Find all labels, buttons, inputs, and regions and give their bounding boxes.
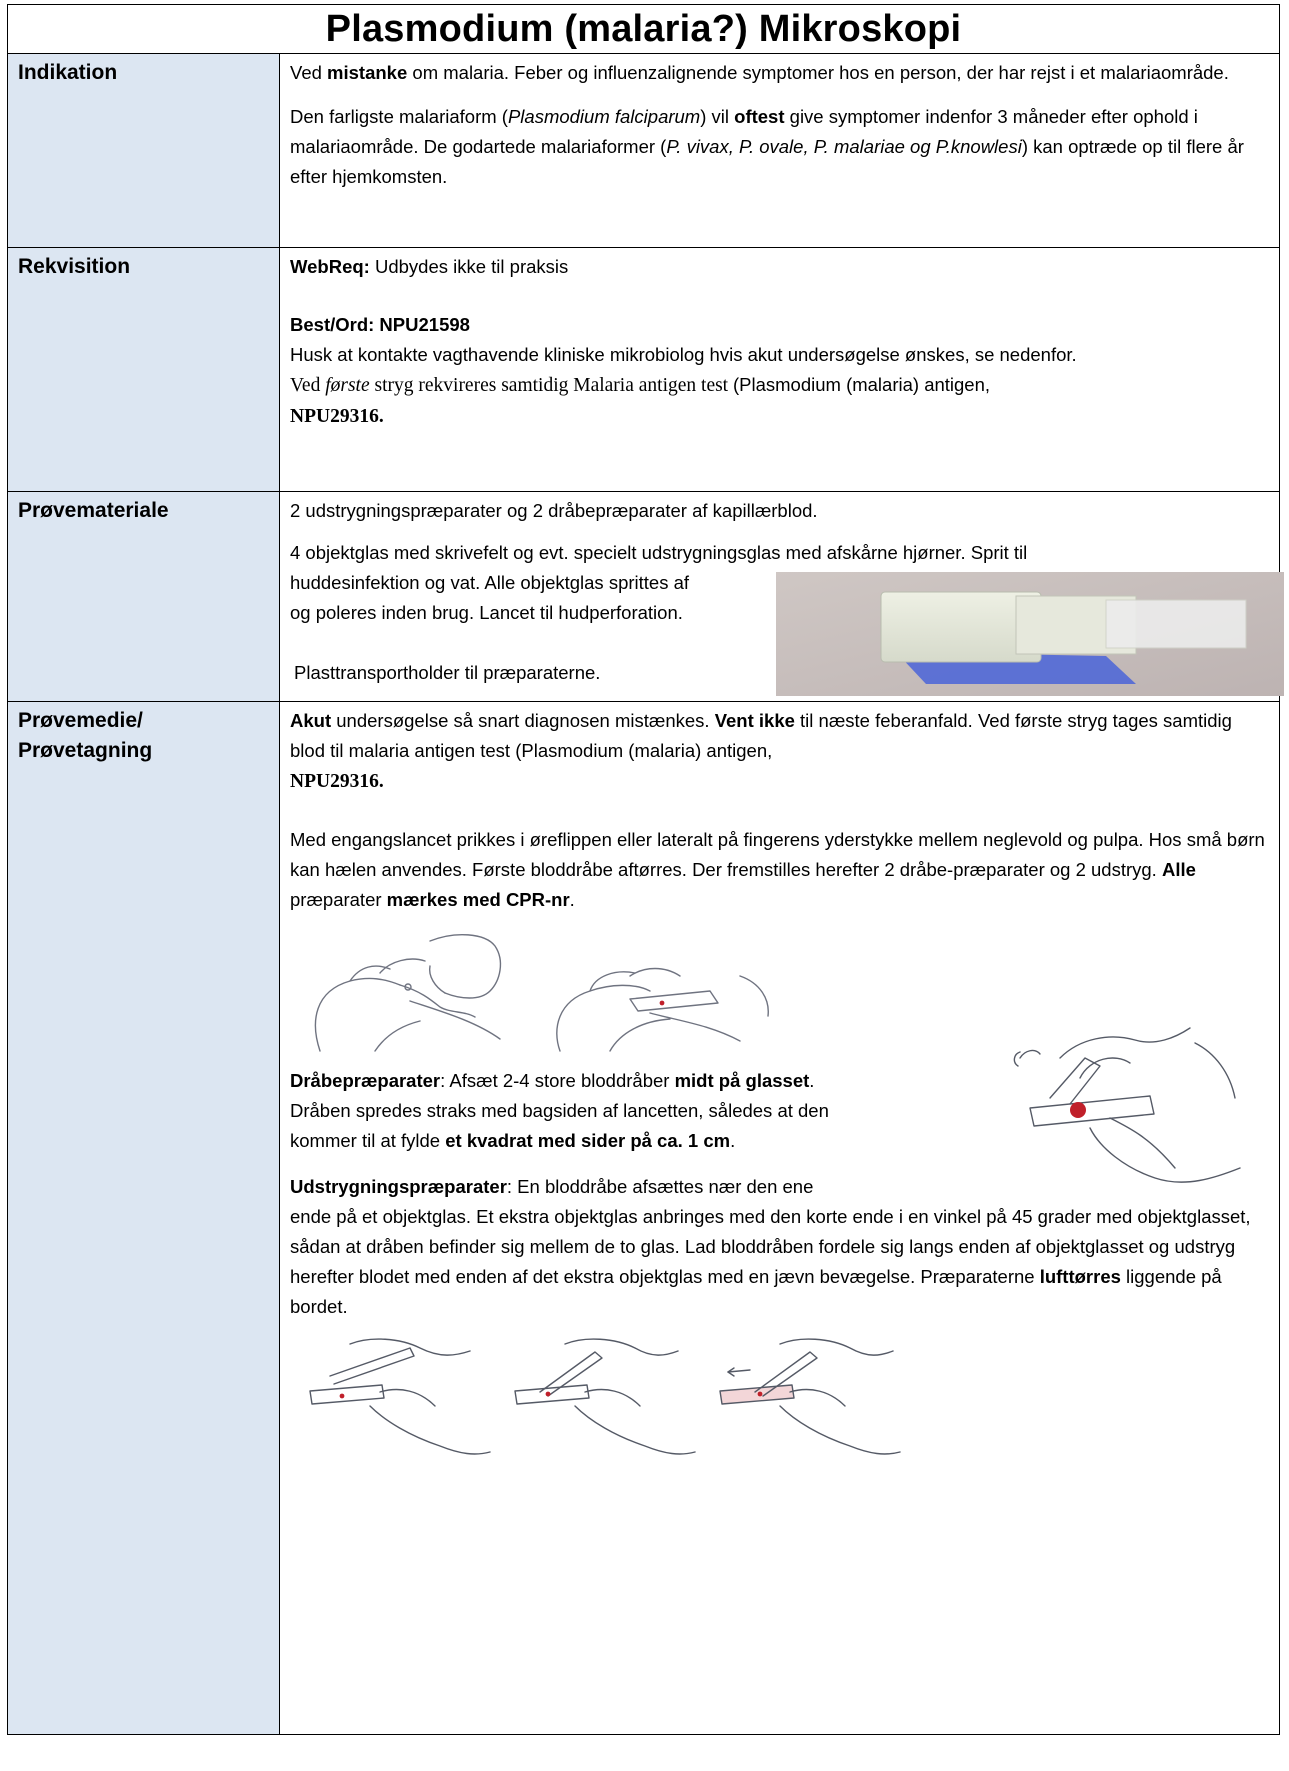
text-bold: et kvadrat med sider på ca. 1 cm xyxy=(445,1130,731,1151)
spacer xyxy=(290,526,1269,538)
label-indikation: Indikation xyxy=(8,54,280,247)
text: Den farligste malariaform ( xyxy=(290,106,508,127)
label-rekvisition: Rekvisition xyxy=(8,248,280,491)
npu-line xyxy=(290,401,1269,432)
drop-slide-illustration xyxy=(940,1018,1270,1198)
text-bold: Vent ikke xyxy=(714,710,795,731)
label-provemateriale: Prøvemateriale xyxy=(8,492,280,701)
text: om malaria. Feber og influenzalignende symptomer hos en person, der har rejst i et malariaområde. xyxy=(407,62,1229,83)
row-provemateriale xyxy=(8,492,1279,702)
indikation-paragraph-2 xyxy=(290,102,1269,192)
text: til næste feberanfald. Ved første stryg tages samtidig blod til malaria antigen test (Plasmodium (malaria) antigen, xyxy=(290,710,1232,761)
smear-drawing xyxy=(290,1336,910,1476)
text-bold: Best/Ord: NPU21598 xyxy=(290,314,470,335)
text: undersøgelse så snart diagnosen mistænkes. xyxy=(331,710,715,731)
text-bold: NPU29316. xyxy=(290,771,384,792)
content-provemedie xyxy=(280,702,1279,1734)
text: kommer til at fylde xyxy=(290,1130,446,1151)
text: liggende på bordet. xyxy=(290,1266,1222,1317)
text: stryg rekvireres samtidig Malaria antigen test xyxy=(369,375,733,396)
text-bold: mærkes med CPR-nr xyxy=(386,889,570,910)
text-bold: NPU29316. xyxy=(290,406,384,427)
provemedie-paragraph-2 xyxy=(290,825,1269,915)
indikation-paragraph-1 xyxy=(290,58,1269,88)
text-bold: mistanke xyxy=(327,62,408,83)
text-bold: Alle xyxy=(1161,859,1196,880)
ved-line xyxy=(290,370,1269,401)
text-bold: oftest xyxy=(734,106,785,127)
label-provemedie xyxy=(8,702,280,1734)
text-bold: midt på glasset xyxy=(674,1070,810,1091)
transport-holder-photo xyxy=(776,572,1284,696)
text: præparater xyxy=(290,889,387,910)
smear-illustrations xyxy=(290,1336,1269,1476)
drabe-line-1 xyxy=(290,1066,950,1096)
text: : En bloddråbe afsættes nær den ene xyxy=(506,1176,814,1197)
text: ) vil xyxy=(700,106,735,127)
text: Ved xyxy=(290,375,326,396)
content-provemateriale xyxy=(280,492,1279,701)
spacer xyxy=(290,282,1269,310)
drabe-line-2: Dråben spredes straks med bagsiden af lancetten, således at den xyxy=(290,1100,829,1121)
text-italic: første xyxy=(325,375,370,396)
text: give symptomer indenfor 3 måneder efter ophold i malariaområde. De godartede malariaformer ( xyxy=(290,106,1198,157)
spacer xyxy=(290,88,1269,102)
label-line-1: Prøvemedie/ xyxy=(18,709,143,732)
text: Med engangslancet prikkes i øreflippen eller lateralt på fingerens yderstykke mellem neglevold og pulpa. Hos små børn kan hælen anvendes. Første bloddråbe aftørres. Der fremstilles herefter 2 dråbe-præparater og 2 udstryg. xyxy=(290,829,1265,880)
text: . xyxy=(569,889,575,910)
text: Ved xyxy=(290,62,328,83)
finger-prick-drawing xyxy=(290,921,790,1056)
content-indikation xyxy=(280,54,1279,247)
text-italic: P. vivax, P. ovale, P. malariae og P.knowlesi xyxy=(666,136,1022,157)
text-bold: Udstrygningspræparater xyxy=(290,1176,507,1197)
provemedie-paragraph-1 xyxy=(290,706,1269,797)
spacer xyxy=(290,797,1269,825)
bestord-line xyxy=(290,310,1269,340)
text-bold: WebReq: xyxy=(290,256,370,277)
webreq-line xyxy=(290,252,1269,282)
text-bold: Akut xyxy=(290,710,332,731)
provemateriale-line-2: 4 objektglas med skrivefelt og evt. specielt udstrygningsglas med afskårne hjørner. Sprit til xyxy=(290,542,1028,563)
title-row xyxy=(8,5,1279,54)
page-title: Plasmodium (malaria?) Mikroskopi xyxy=(325,7,962,50)
provemateriale-line-1: 2 udstrygningspræparater og 2 dråbepræparater af kapillærblod. xyxy=(290,500,818,521)
text: : Afsæt 2-4 store bloddråber xyxy=(440,1070,675,1091)
text: (Plasmodium (malaria) antigen, xyxy=(732,374,991,395)
drabe-line-3 xyxy=(290,1126,950,1156)
row-provemedie xyxy=(8,702,1279,1734)
row-indikation xyxy=(8,54,1279,248)
provemateriale-line-5: Plasttransportholder til præparaterne. xyxy=(294,662,601,683)
text: ende på et objektglas. Et ekstra objektglas anbringes med den korte ende i en vinkel på 45 grader med objektglasset, sådan at dråben befinder sig mellem de to glas. Lad bloddråben fordele sig langs enden af objektglasset og udstryg herefter blodet med enden af det ekstra objektglas med en jævn bevægelse. Præparaterne xyxy=(290,1206,1251,1287)
udstryg-paragraph xyxy=(290,1202,1269,1322)
provemateriale-line-3: huddesinfektion og vat. Alle objektglas sprittes af xyxy=(290,572,690,593)
procedure-document xyxy=(7,4,1280,1735)
drabe-section xyxy=(290,1066,950,1156)
text-bold: lufttørres xyxy=(1039,1266,1121,1287)
text: . xyxy=(730,1130,736,1151)
content-rekvisition xyxy=(280,248,1279,491)
text: Udbydes ikke til praksis xyxy=(369,256,569,277)
text: . xyxy=(809,1070,815,1091)
text: ) kan optræde op til flere år efter hjemkomsten. xyxy=(290,136,1244,187)
text-italic: Plasmodium falciparum xyxy=(507,106,701,127)
text-bold: Dråbepræparater xyxy=(290,1070,441,1091)
provemateriale-line-4: og poleres inden brug. Lancet til hudperforation. xyxy=(290,602,683,623)
row-rekvisition xyxy=(8,248,1279,492)
husk-line: Husk at kontakte vagthavende kliniske mikrobiolog hvis akut undersøgelse ønskes, se nedenfor. xyxy=(290,344,1077,365)
label-line-2: Prøvetagning xyxy=(18,739,153,762)
